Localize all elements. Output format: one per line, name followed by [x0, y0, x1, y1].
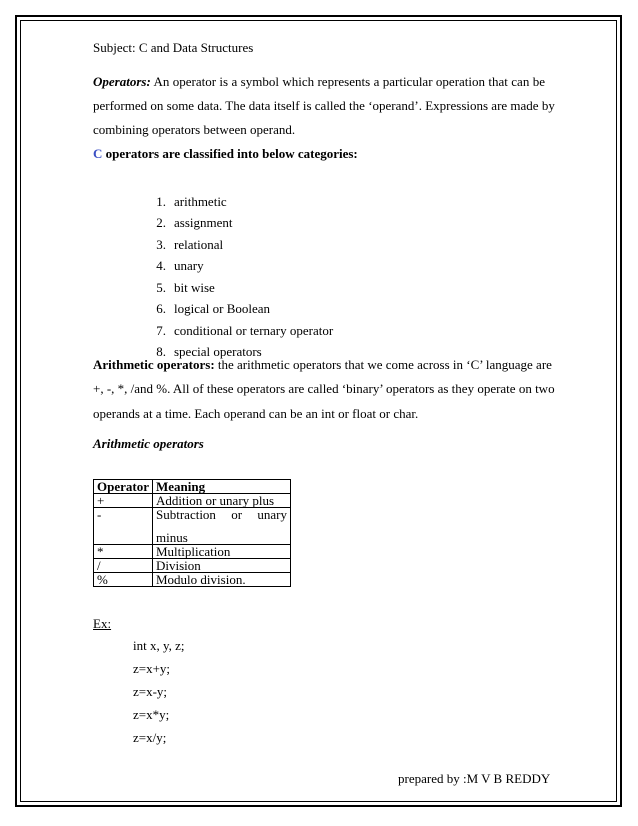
meaning-word: unary	[257, 507, 287, 522]
intro-text-1: An operator is a symbol which represents a particular operation that can be	[150, 74, 545, 89]
meaning-cell: Division	[153, 559, 291, 573]
list-item	[148, 194, 227, 210]
arith-term: Arithmetic operators:	[93, 357, 215, 372]
code-line: int x, y, z;	[133, 638, 185, 653]
list-label: bit wise	[174, 280, 215, 295]
list-number: 5.	[156, 280, 166, 295]
table-header-row	[94, 480, 291, 494]
operator-cell: *	[94, 545, 153, 559]
subject-header: Subject: C and Data Structures	[93, 40, 254, 55]
meaning-cell	[153, 508, 291, 545]
list-label: logical or Boolean	[174, 301, 271, 316]
arith-line-1	[93, 357, 552, 373]
code-line: z=x*y;	[133, 707, 170, 722]
list-label: assignment	[174, 215, 233, 230]
list-number: 4.	[156, 258, 166, 273]
table-row	[94, 545, 291, 559]
arith-line-2: +, -, *, /and %. All of these operators are called ‘binary’ operators as they operate on two	[93, 381, 555, 396]
arith-text-1: the arithmetic operators that we come across in ‘C’ language are	[214, 357, 552, 372]
list-label: arithmetic	[174, 194, 227, 209]
code-line: z=x+y;	[133, 661, 171, 676]
list-number: 6.	[156, 301, 166, 316]
list-label: special operators	[174, 344, 262, 359]
list-number: 3.	[156, 237, 166, 252]
list-label: unary	[174, 258, 204, 273]
intro-line-3: combining operators between operand.	[93, 122, 296, 137]
list-number: 7.	[156, 323, 166, 338]
operators-table	[93, 479, 291, 587]
list-item	[148, 301, 270, 317]
footer-author: prepared by :M V B REDDY	[398, 771, 551, 786]
c-letter: C	[93, 146, 103, 161]
arith-line-3: operands at a time. Each operand can be an int or float or char.	[93, 406, 419, 421]
operator-cell: /	[94, 559, 153, 573]
meaning-word: Subtraction	[156, 507, 216, 522]
meaning-cell: Addition or unary plus	[153, 494, 291, 508]
list-item	[148, 237, 223, 253]
intro-line-1	[93, 74, 545, 90]
meaning-cell: Modulo division.	[153, 573, 291, 587]
list-label: conditional or ternary operator	[174, 323, 334, 338]
table-row	[94, 508, 291, 545]
arith-subheading: Arithmetic operators	[93, 436, 204, 451]
header-meaning: Meaning	[153, 480, 291, 494]
meaning-cell: Multiplication	[153, 545, 291, 559]
code-line: z=x-y;	[133, 684, 168, 699]
meaning-line	[156, 508, 287, 521]
list-item	[148, 323, 333, 339]
example-label: Ex:	[93, 616, 112, 631]
operator-cell: %	[94, 573, 153, 587]
header-operator: Operator	[94, 480, 153, 494]
table-row	[94, 573, 291, 587]
code-line: z=x/y;	[133, 730, 167, 745]
operators-term: Operators:	[93, 74, 151, 89]
table-row	[94, 559, 291, 573]
list-number: 8.	[156, 344, 166, 359]
table-row	[94, 494, 291, 508]
list-number: 1.	[156, 194, 166, 209]
list-item	[148, 215, 233, 231]
operator-cell: +	[94, 494, 153, 508]
list-number: 2.	[156, 215, 166, 230]
intro-line-2: performed on some data. The data itself is called the ‘operand’. Expressions are made by	[93, 98, 555, 113]
meaning-word: minus	[156, 530, 188, 545]
list-item	[148, 258, 204, 274]
operator-cell: -	[94, 508, 153, 545]
list-item	[148, 280, 215, 296]
meaning-word: or	[231, 507, 243, 522]
list-label: relational	[174, 237, 224, 252]
categories-heading	[93, 146, 358, 162]
categories-heading-text: operators are classified into below categories:	[102, 146, 358, 161]
